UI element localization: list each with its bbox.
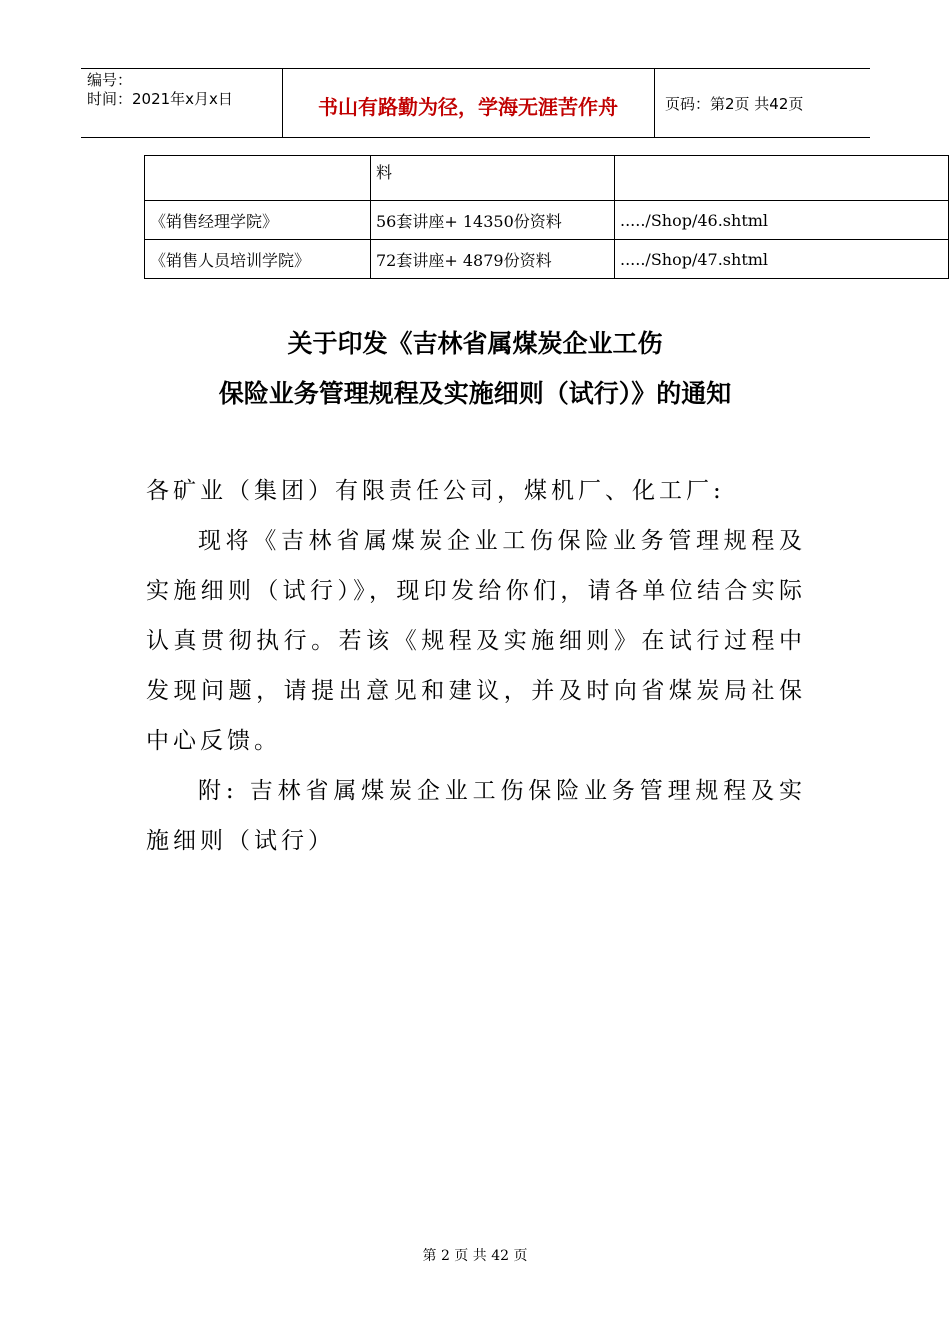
resource-table	[144, 155, 949, 279]
document-date-label: 时间：2021年x月x日	[87, 90, 233, 108]
table-cell-link[interactable]	[615, 156, 949, 201]
header-motto: 书山有路勤为径，学海无涯苦作舟	[318, 95, 618, 119]
table-row	[145, 156, 949, 201]
table-row	[145, 240, 949, 279]
document-number-label: 编号：	[87, 71, 133, 89]
table-row	[145, 201, 949, 240]
header-divider-right	[654, 69, 655, 137]
body-paragraph: 现将《吉林省属煤炭企业工伤保险业务管理规程及实施细则（试行）》，现印发给你们，请各单位结合实际认真贯彻执行。若该《规程及实施细则》在试行过程中发现问题，请提出意见和建议，并及时向省煤炭局社保中心反馈。	[146, 528, 806, 754]
document-title-line1: 关于印发《吉林省属煤炭企业工伤	[287, 329, 663, 358]
page-footer: 第 2 页 共 42 页	[422, 1248, 528, 1264]
table-cell-content: 料	[371, 156, 615, 201]
attachment-note: 附: 吉林省属煤炭企业工伤保险业务管理规程及实施细则（试行）	[146, 778, 806, 854]
table-cell-content: 56套讲座+ 14350份资料	[371, 201, 615, 240]
table-cell-name: 《销售经理学院》	[145, 201, 371, 240]
header-page-code: 页码：第2页 共42页	[665, 95, 804, 113]
table-cell-link[interactable]: ...../Shop/46.shtml	[615, 201, 949, 240]
salutation: 各矿业（集团）有限责任公司，煤机厂、化工厂:	[146, 478, 725, 504]
table-cell-link[interactable]: ...../Shop/47.shtml	[615, 240, 949, 279]
document-title-line2: 保险业务管理规程及实施细则（试行）》的通知	[218, 379, 732, 408]
page-header	[81, 68, 870, 138]
header-meta	[87, 71, 233, 109]
table-cell-name: 《销售人员培训学院》	[145, 240, 371, 279]
table-cell-content: 72套讲座+ 4879份资料	[371, 240, 615, 279]
table-cell-name	[145, 156, 371, 201]
